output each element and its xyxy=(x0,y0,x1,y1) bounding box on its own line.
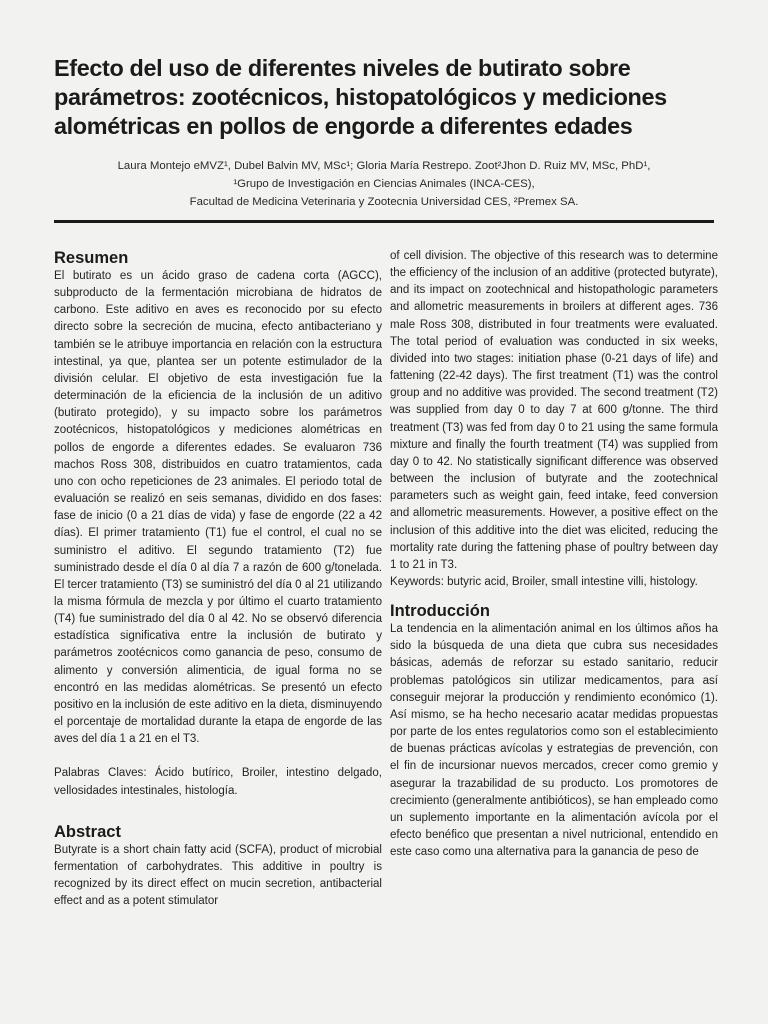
affiliation-line-1: ¹Grupo de Investigación en Ciencias Animales (INCA-CES), xyxy=(233,178,535,190)
abstract-body-part2: of cell division. The objective of this research was to determine the efficiency of the inclusion of an additive (protected butyrate), and its impact on zootechnical and histopathologic parameters and allometric measurements in broilers at different ages. 736 male Ross 308, distributed in four treatments were evaluated. The total period of evaluation was conducted in six weeks, divided into two stages: initiation phase (0-21 days of life) and fattening (22-42 days). The first treatment (T1) was the control group and no additive was provided. The second treatment (T2) was supplied from day 0 to day 7 at 600 g/tonne. The third treatment (T3) was fed from day 0 to 21 using the same formula mixture and finally the fourth treatment (T4) was supplied from day 0 to 42. No statistically significant difference was observed between the inclusion of butyrate and the zootechnical parameters such as weight gain, feed intake, feed conversion and allometric measurements. However, a positive effect on the inclusion of this additive into the diet was elicited, reducing the mortality rate during the fattening phase of poultry between day 1 to 21 in T3. xyxy=(390,250,718,571)
abstract-body-part1: Butyrate is a short chain fatty acid (SCFA), product of microbial fermentation of carbohydrates. This additive in poultry is recognized by its direct effect on mucin secretion, antibacterial effect and as a potent stimulator xyxy=(54,843,382,908)
introduccion-body: La tendencia en la alimentación animal en los últimos años ha sido la búsqueda de una dieta que cubra sus necesidades básicas, además de reforzar su estado sanitario, reducir problemas patológicos sin utilizar medicamentos, para así conseguir mejorar la producción y rendimiento económico (1). Así mismo, se ha hecho necesario acatar medidas propuestas por parte de los entes regulatorios como son el establecimiento de buenas prácticas avícolas y estrategias de prevención, con el fin de incursionar nuevos mercados, crecer como gremio y asegurar la trazabilidad de su producto. Los promotores de crecimiento (generalmente antibióticos), se han empleado como un suplemento importante en la alimentación avícola por el efecto benéfico que presentan a nivel nutricional, entendido en este caso como una alternativa para la ganancia de peso de xyxy=(390,623,718,859)
author-list: Laura Montejo eMVZ¹, Dubel Balvin MV, MSc¹; Gloria María Restrepo. Zoot²Jhon D. Ruiz MV, MSc, PhD¹, xyxy=(117,160,651,172)
right-column xyxy=(390,248,718,861)
resumen-heading: Resumen xyxy=(54,249,129,267)
left-column xyxy=(54,248,382,910)
author-block xyxy=(40,157,728,211)
introduccion-heading: Introducción xyxy=(390,602,490,621)
header-divider xyxy=(54,220,714,223)
abstract-keywords: Keywords: butyric acid, Broiler, small intestine villi, histology. xyxy=(390,575,698,588)
resumen-body: El butirato es un ácido graso de cadena corta (AGCC), subproducto de la fermentación microbiana de hidratos de carbono. Este aditivo en aves es reconocido por su efecto directo sobre la secreción de mucina, efecto antibacteriano y también se le atribuye importancia en relación con la estructura intestinal, ya que, plantea ser un potente estimulador de la división celular. El objetivo de esta investigación fue la determinación de la eficiencia de la inclusión de un aditivo (butirato protegido), y su impacto sobre los parámetros zootécnicos, histopatológicos y mediciones alométricas en pollos de engorde a diferentes edades. Se evaluaron 736 machos Ross 308, distribuidos en cuatro tratamientos, cada uno con ocho repeticiones de 23 animales. El periodo total de evaluación se realizó en seis semanas, dividido en dos fases: fase de inicio (0 a 21 días de vida) y fase de engorde (22 a 42 días). El primer tratamiento (T1) fue el control, el cual no se suministro el aditivo. El segundo tratamiento (T2) fue suministrado desde el día 0 al día 7 a razón de 600 g/tonelada. El tercer tratamiento (T3) se suministró del día 0 al 21 utilizando la misma fórmula de mezcla y por último el cuarto tratamiento (T4) fue suministrado del día 0 al 42. No se observó diferencia estadística significativa entre la inclusión de butirato y parámetros zootécnicos como ganancia de peso, consumo de alimento y conversión alimenticia, de igual forma no se encontró en las medidas alométricas. Se presentó un efecto positivo en la inclusión de este aditivo en la dieta, disminuyendo el porcentaje de mortalidad durante la etapa de engorde de las aves del día 1 a 21 en el T3. xyxy=(54,270,382,746)
abstract-heading: Abstract xyxy=(54,822,121,841)
resumen-keywords: Palabras Claves: Ácido butírico, Broiler, intestino delgado, vellosidades intestinales, histología. xyxy=(54,767,382,797)
paper-title: Efecto del uso de diferentes niveles de butirato sobre parámetros: zootécnicos, histopatológicos y mediciones alométricas en pollos de engorde a diferentes edades xyxy=(54,55,667,139)
affiliation-line-2: Facultad de Medicina Veterinaria y Zootecnia Universidad CES, ²Premex SA. xyxy=(189,196,579,208)
